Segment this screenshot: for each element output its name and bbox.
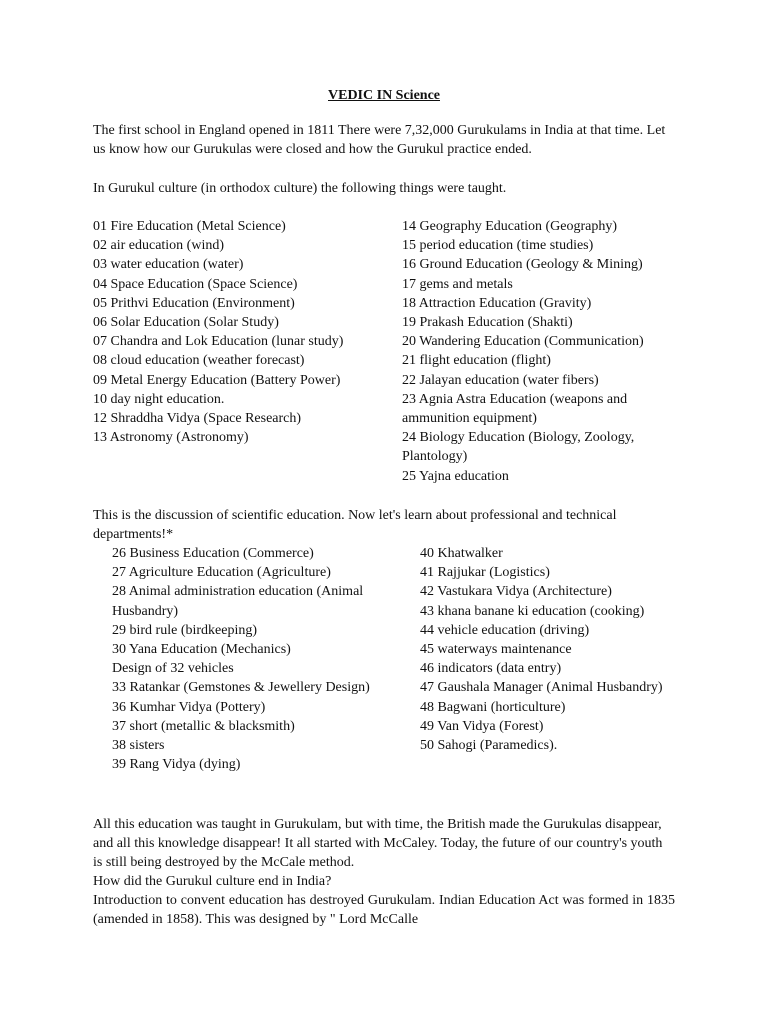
list-item: 27 Agriculture Education (Agriculture) [112,565,331,581]
list-item: 08 cloud education (weather forecast) [93,353,305,369]
list-item: 22 Jalayan education (water fibers) [402,372,599,388]
list-item: 20 Wandering Education (Communication) [402,334,644,350]
list-item: 02 air education (wind) [93,238,225,254]
list-item: 28 Animal administration education (Animal Husbandry) [112,584,364,619]
list-item: 19 Prakash Education (Shakti) [402,315,573,331]
list-item: 40 Khatwalker [420,546,503,561]
list-item: 29 bird rule (birdkeeping) [112,622,258,638]
list-item: 37 short (metallic & blacksmith) [112,718,295,734]
list-item: 49 Van Vidya (Forest) [420,718,544,734]
list-item: 42 Vastukara Vidya (Architecture) [420,584,612,600]
list-item: 36 Kumhar Vidya (Pottery) [112,699,266,715]
list-item: 50 Sahogi (Paramedics). [420,738,558,754]
list-item: 05 Prithvi Education (Environment) [93,295,295,311]
list-item: 03 water education (water) [93,257,244,273]
list-item: 24 Biology Education (Biology, Zoology, Plantology) [402,430,635,465]
list-item: 01 Fire Education (Metal Science) [93,219,286,234]
list-item: 48 Bagwani (horticulture) [420,699,566,715]
list-item: 41 Rajjukar (Logistics) [420,565,550,581]
list-intro-paragraph: In Gurukul culture (in orthodox culture) the following things were taught. [93,181,507,196]
list-item: 18 Attraction Education (Gravity) [402,295,592,311]
list-item: 15 period education (time studies) [402,238,594,254]
list-item: 33 Ratankar (Gemstones & Jewellery Design) [112,680,370,696]
list-item: 09 Metal Energy Education (Battery Power) [93,372,341,388]
list-item: Design of 32 vehicles [112,661,234,677]
discussion-paragraph: This is the discussion of scientific education. Now let's learn about professional and technical departments!* [93,508,617,543]
list-item: 16 Ground Education (Geology & Mining) [402,257,643,273]
list-item: 47 Gaushala Manager (Animal Husbandry) [420,680,663,696]
list-item: 07 Chandra and Lok Education (lunar study) [93,334,344,350]
list-item: 25 Yajna education [402,468,509,484]
intro-paragraph: The first school in England opened in 1811 There were 7,32,000 Gurukulams in India at that time. Let us know how our Gurukulas were closed and how the Gurukul practice ended. [93,123,666,158]
list-item: 21 flight education (flight) [402,353,551,369]
closing-paragraph-2: Introduction to convent education has destroyed Gurukulam. Indian Education Act was formed in 1835 (amended in 1858). This was designed by " Lord McCalle [93,893,675,928]
closing-paragraph: All this education was taught in Gurukulam, but with time, the British made the Gurukulas disappear, and all this knowledge disappear! It all started with McCaley. Today, the future of our country's youth is still being destroyed by the McCale method. [93,817,663,871]
list-item: 12 Shraddha Vidya (Space Research) [93,411,302,427]
list-item: 04 Space Education (Space Science) [93,276,298,292]
list-item: 43 khana banane ki education (cooking) [420,603,645,619]
document-title: VEDIC IN Science [328,88,440,103]
list-item: 45 waterways maintenance [420,642,572,658]
list-item: 17 gems and metals [402,276,513,292]
list-item: 38 sisters [112,738,165,754]
subjects-right-list [402,217,687,486]
list-item: 44 vehicle education (driving) [420,622,590,638]
list-item: 10 day night education. [93,391,225,407]
closing-question: How did the Gurukul culture end in India? [93,874,332,889]
departments-right-list [420,544,670,755]
list-item: 46 indicators (data entry) [420,661,562,677]
list-item: 39 Rang Vidya (dying) [112,757,241,773]
list-item: 26 Business Education (Commerce) [112,546,314,561]
list-item: 14 Geography Education (Geography) [402,219,617,234]
list-item: 30 Yana Education (Mechanics) [112,642,291,658]
list-item: 13 Astronomy (Astronomy) [93,430,249,446]
list-item: 23 Agnia Astra Education (weapons and ammunition equipment) [402,391,628,427]
departments-left-list [112,544,380,774]
subjects-left-list [93,217,355,447]
list-item: 06 Solar Education (Solar Study) [93,315,279,331]
